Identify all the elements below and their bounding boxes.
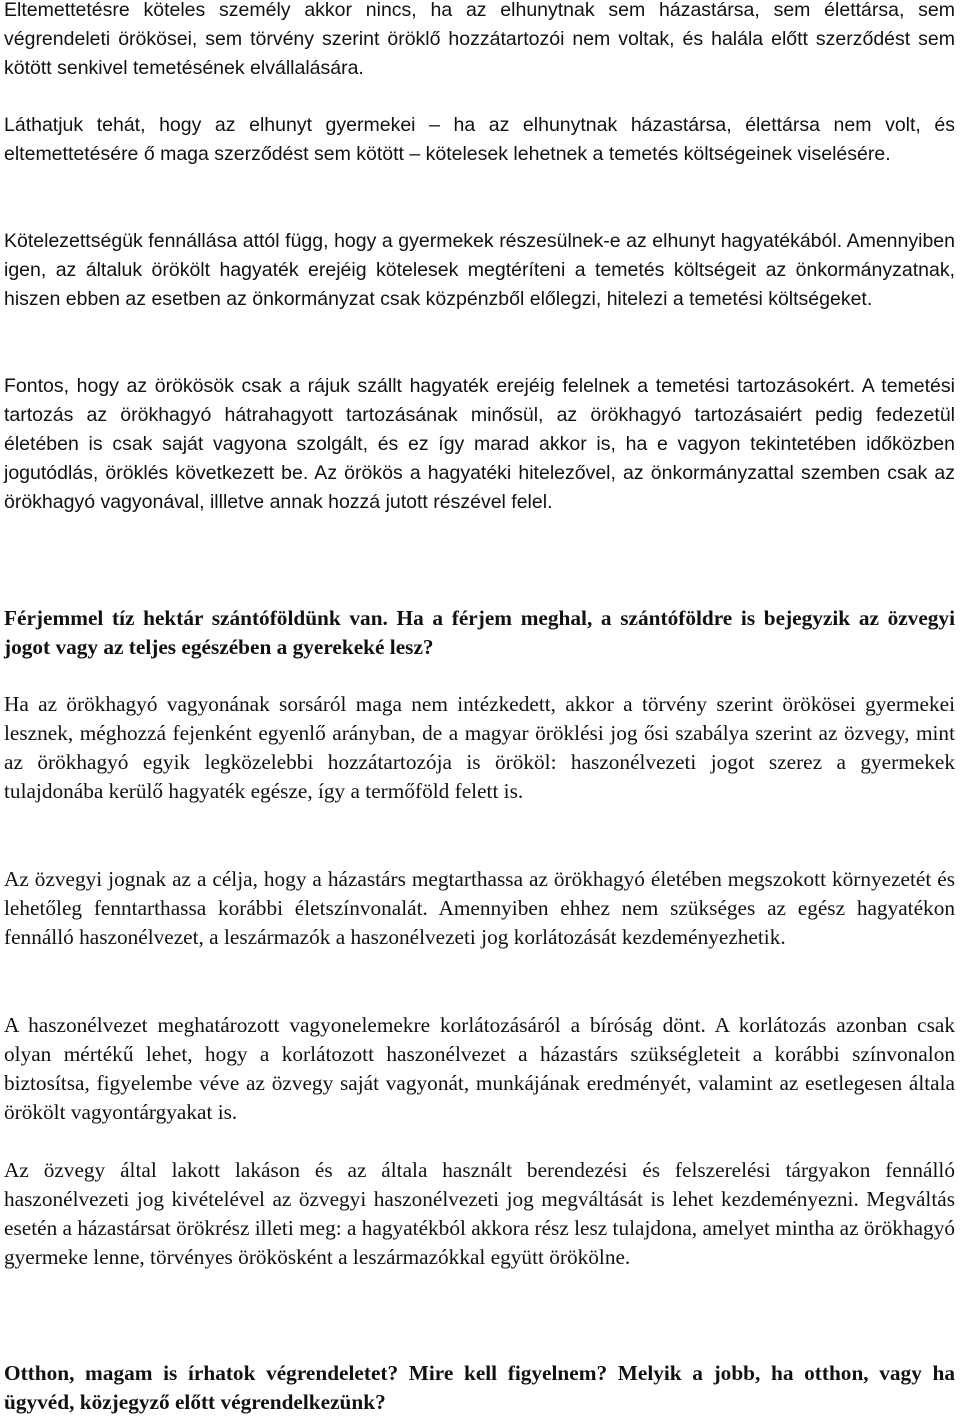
question-heading-will: Otthon, magam is írhatok végrendeletet? Mire kell figyelnem? Melyik a jobb, ha otthon, vagy ha ügyvéd, közjegyző előtt végrendelkezünk? [4, 1361, 955, 1414]
paragraph-widow-right-purpose: Az özvegyi jognak az a célja, hogy a házastárs megtarthassa az örökhagyó életében megszokott környezetét és lehetőleg fenntarthassa korábbi életszínvonalát. Amennyiben ehhez nem szükséges az egész hagyatékon fennálló haszonélvezet, a leszármazók a haszonélvezeti jog korlátozását kezdeményezhetik. [4, 867, 955, 949]
paragraph-inheritance-dependence: Kötelezettségük fennállása attól függ, hogy a gyermekek részesülnek-e az elhunyt hagyatékából. Amennyiben igen, az általuk örökölt hagyaték erejéig kötelesek megtéríteni a temetés költségeit az önkormányzatnak, hiszen ebben az esetben az önkormányzat csak közpénzből előlegzi, hitelezi a temetési költségeket. [4, 230, 955, 310]
question-heading-farmland: Férjemmel tíz hektár szántóföldünk van. Ha a férjem meghal, a szántóföldre is bejegyzik az özvegyi jogot vagy az teljes egészében a gyerekeké lesz? [4, 606, 955, 659]
paragraph-usufruct-redemption: Az özvegy által lakott lakáson és az általa használt berendezési és felszerelési tárgyakon fennálló haszonélvezeti jog kivételével az özvegyi haszonélvezeti jog megváltását is lehet kezdeményezni. Megváltás esetén a házastársat örökrész illeti meg: a hagyatékból akkora rész lesz tulajdona, amelyet mintha az örökhagyó gyermeke lenne, törvényes örökösként a leszármazókkal együtt örökölne. [4, 1158, 955, 1269]
paragraph-usufruct-restriction: A haszonélvezet meghatározott vagyonelemekre korlátozásáról a bíróság dönt. A korlátozás azonban csak olyan mértékű lehet, hogy a korlátozott haszonélvezet a házastárs szükségleteit a korábbi színvonalon biztosítsa, figyelembe véve az özvegy saját vagyonát, munkájának eredményét, valamint az esetlegesen általa örökölt vagyontárgyakat is. [4, 1013, 955, 1124]
paragraph-no-obligated-person: Eltemettetésre köteles személy akkor nincs, ha az elhunytnak sem házastársa, sem élettársa, sem végrendeleti örökösei, sem törvény szerint öröklő hozzátartozói nem voltak, és halála előtt szerződést sem kötött senkivel temetésének elvállalására. [4, 0, 955, 79]
paragraph-heir-liability: Fontos, hogy az örökösök csak a rájuk szállt hagyaték erejéig felelnek a temetési tartozásokért. A temetési tartozás az örökhagyó hátrahagyott tartozásának minősül, az örökhagyó tartozásaiért pedig fedezetül életében is csak saját vagyona szolgált, és ez így marad akkor is, ha e vagyon tekintetében időközben jogutódlás, öröklés következett be. Az örökös a hagyatéki hitelezővel, az önkormányzattal szemben csak az örökhagyó vagyonával, illletve annak hozzá jutott részével felel. [4, 375, 955, 513]
paragraph-legal-heirs: Ha az örökhagyó vagyonának sorsáról maga nem intézkedett, akkor a törvény szerint örökösei gyermekei lesznek, méghozzá fejenként egyenlő arányban, de a magyar öröklési jog ősi szabálya szerint az özvegy, mint az örökhagyó egyik legközelebbi hozzátartozója is örököl: haszonélvezeti jogot szerez a gyermekek tulajdonába kerülő hagyaték egésze, így a termőföld felett is. [4, 692, 955, 803]
paragraph-children-obligation: Láthatjuk tehát, hogy az elhunyt gyermekei – ha az elhunytnak házastársa, élettársa nem volt, és eltemettetésére ő maga szerződést sem kötött – kötelesek lehetnek a temetés költségeinek viselésére. [4, 114, 955, 165]
